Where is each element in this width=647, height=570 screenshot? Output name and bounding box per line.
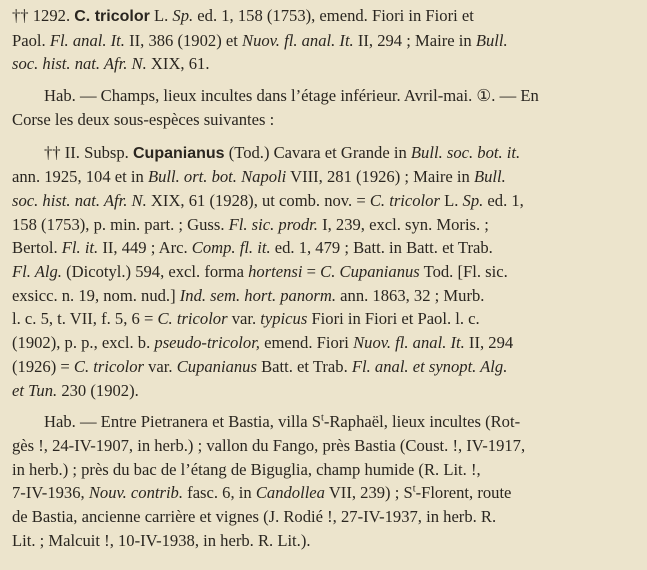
hab2-line-5 (12, 529, 637, 553)
subsp-line-3 (12, 213, 637, 237)
text-run: Fl. anal. It. (49, 30, 125, 50)
text-run: C. Cupanianus (320, 262, 420, 282)
text-run: soc. hist. nat. Afr. N. (12, 54, 147, 74)
text-run: exsicc. n. 19, nom. nud.] (12, 285, 180, 305)
subsp-line-4 (12, 236, 637, 260)
text-run: Fiori in Fiori et Paol. l. c. (307, 309, 480, 329)
text-run: Tod. [Fl. sic. (419, 262, 508, 282)
subsp-marker: †† (44, 142, 61, 162)
subsp-line-5 (12, 260, 637, 284)
text-run: C. tricolor (73, 356, 144, 376)
entry-number: 1292. (32, 6, 71, 25)
text-run: Sp. (462, 190, 484, 210)
hab2-line-1 (12, 434, 637, 458)
subsp-line-1 (12, 165, 637, 189)
text-run: ann. 1863, 32 ; Murb. (336, 285, 485, 305)
text-run: in herb.) ; près du bac de l’étang de Biguglia, champ humide (R. Lit. !, (12, 459, 481, 479)
text-run: et Tun. (12, 380, 58, 400)
text-run: XIX, 61. (146, 54, 210, 74)
text-run: I, 239, excl. syn. Moris. ; (317, 214, 489, 234)
subsp-line-0-rest (225, 143, 521, 162)
text-run: VIII, 281 (1926) ; Maire in (286, 167, 474, 187)
text-run: VII, 239) ; S (324, 483, 413, 503)
text-run: Nuov. fl. anal. It. (242, 30, 354, 50)
text-run: Fl. Alg. (12, 262, 62, 282)
text-run: C. tricolor (369, 190, 440, 210)
hab2-line-3 (12, 481, 637, 505)
text-run: t (412, 483, 416, 495)
text-run: emend. Fiori (259, 333, 354, 353)
text-run: II, 386 (1902) et (124, 30, 243, 50)
subspecies-entry (12, 141, 637, 403)
species-name: C. tricolor (74, 8, 150, 25)
text-run: Comp. fl. it. (191, 238, 271, 258)
subsp-rank: II. Subsp. (60, 142, 129, 162)
species-entry (12, 4, 637, 76)
text-run: Bull. (473, 167, 506, 187)
text-run: (Tod.) Cavara et Grande in (224, 142, 411, 162)
subsp-line-6 (12, 284, 637, 308)
text-run: II, 294 ; Maire in (353, 30, 476, 50)
text-run: fasc. 6, in (183, 483, 256, 503)
subsp-line-7 (12, 307, 637, 331)
text-run: Candollea (255, 483, 325, 503)
text-run: Fl. it. (61, 238, 99, 258)
entry-line-0-rest (150, 6, 474, 25)
habitat-paragraph-1 (12, 84, 637, 131)
text-run: t (320, 412, 324, 424)
text-run: II, 449 ; Arc. (98, 238, 192, 258)
text-run: pseudo-tricolor, (154, 333, 260, 353)
text-run: var. (227, 309, 261, 329)
entry-line-1 (12, 29, 637, 53)
text-run: gès !, 24-IV-1907, in herb.) ; vallon du Fango, près Bastia (Coust. !, IV-1917, (12, 435, 526, 455)
text-run: Bull. ort. bot. Napoli (147, 167, 287, 187)
text-run: soc. hist. nat. Afr. N. (12, 190, 147, 210)
text-run: -Florent, route (415, 483, 512, 503)
text-run: 230 (1902). (57, 380, 139, 400)
hab2-line-0 (12, 410, 637, 434)
text-run: ed. 1, 158 (1753), emend. Fiori in Fiori et (193, 6, 474, 25)
hab1-line-0: Hab. — Champs, lieux incultes dans l’étage inférieur. Avril-mai. ①. — En (44, 86, 539, 106)
text-run: Bull. (475, 30, 508, 50)
text-run: 158 (1753), p. min. part. ; Guss. (12, 214, 229, 234)
text-run: = (302, 262, 321, 282)
hab2-line-4 (12, 505, 637, 529)
text-run: (1926) = (12, 356, 74, 376)
text-run: -Raphaël, lieux incultes (Rot- (323, 412, 521, 432)
text-run: Sp. (172, 6, 194, 25)
text-run: Bertol. (12, 238, 62, 258)
text-run: 7-IV-1936, (12, 483, 89, 503)
text-run: Batt. et Trab. (256, 356, 352, 376)
subsp-line-10 (12, 379, 637, 403)
entry-line-2 (12, 52, 637, 76)
text-run: var. (143, 356, 177, 376)
text-run: Nuov. fl. anal. It. (353, 333, 465, 353)
text-run: Nouv. contrib. (88, 483, 184, 503)
subsp-line-0 (12, 141, 637, 166)
subsp-line-9 (12, 355, 637, 379)
text-run: Ind. sem. hort. panorm. (179, 285, 337, 305)
text-run: L. (439, 190, 463, 210)
text-run: Cupanianus (176, 356, 257, 376)
subspecies-name: Cupanianus (132, 144, 225, 162)
text-run: XIX, 61 (1928), ut comb. nov. = (146, 190, 370, 210)
text-run: typicus (260, 309, 308, 329)
text-run: hortensi (248, 262, 303, 282)
hab2-line-2 (12, 458, 637, 482)
hab1-line-1: Corse les deux sous-espèces suivantes : (12, 109, 275, 129)
text-run: Hab. — Entre Pietranera et Bastia, villa S (44, 412, 321, 432)
text-run: ann. 1925, 104 et in (12, 167, 148, 187)
text-run: ed. 1, (483, 190, 524, 210)
entry-line-0 (12, 4, 637, 29)
text-run: Lit. ; Malcuit !, 10-IV-1938, in herb. R. Lit.). (12, 530, 311, 550)
text-run: (1902), p. p., excl. b. (12, 333, 155, 353)
habitat-paragraph-2 (12, 410, 637, 552)
text-run: l. c. 5, t. VII, f. 5, 6 = (12, 309, 158, 329)
text-run: Fl. sic. prodr. (228, 214, 318, 234)
text-run: de Bastia, ancienne carrière et vignes (J. Rodié !, 27-IV-1937, in herb. R. (12, 507, 497, 527)
subsp-line-2 (12, 189, 637, 213)
entry-marker: †† (12, 6, 29, 25)
text-run: Fl. anal. et synopt. Alg. (351, 356, 508, 376)
text-run: Paol. (12, 30, 50, 50)
text-run: C. tricolor (157, 309, 228, 329)
text-run: L. (149, 6, 173, 25)
subsp-line-8 (12, 331, 637, 355)
text-run: Bull. soc. bot. it. (410, 142, 521, 162)
text-run: II, 294 (464, 333, 514, 353)
text-run: (Dicotyl.) 594, excl. forma (61, 262, 249, 282)
text-run: ed. 1, 479 ; Batt. in Batt. et Trab. (270, 238, 493, 258)
